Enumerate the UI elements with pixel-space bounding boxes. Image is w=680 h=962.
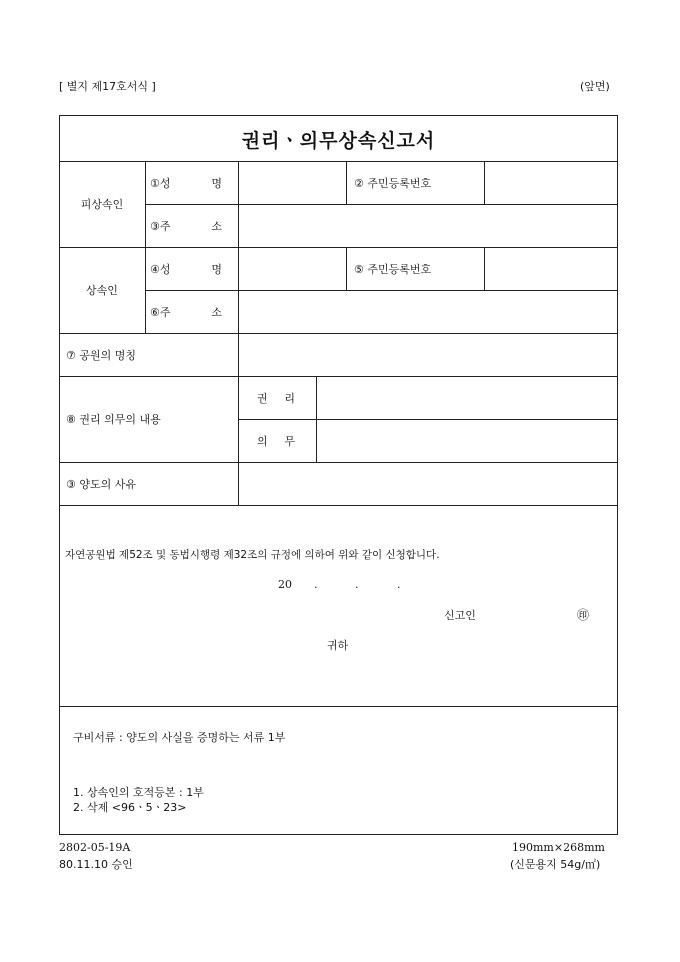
page-side-label: (앞면)	[580, 80, 610, 93]
rights-label-char-2: 리	[284, 391, 295, 405]
approval-date: 80.11.10 승인	[59, 858, 133, 871]
row-divider	[59, 706, 618, 707]
heir-address-field[interactable]	[239, 291, 617, 333]
duties-label-char-1: 의	[257, 434, 268, 448]
park-name-label: ⑦ 공원의 명칭	[66, 348, 136, 362]
declaration-statement: 자연공원법 제52조 및 동법시행령 제32조의 규정에 의하여 위와 같이 신청합니다.	[65, 549, 440, 561]
decedent-address-char: 소	[211, 219, 222, 233]
duties-label-char-2: 무	[284, 434, 295, 448]
duties-label	[257, 419, 295, 462]
heir-address-label	[150, 290, 222, 333]
transfer-reason-label: ③ 양도의 사유	[66, 477, 136, 491]
transfer-reason-field[interactable]	[239, 463, 617, 505]
date-dot-end: .	[397, 578, 401, 591]
applicant-label: 신고인	[444, 609, 476, 622]
required-documents: 구비서류 : 양도의 사실을 증명하는 서류 1부	[73, 731, 286, 744]
decedent-address-field[interactable]	[239, 205, 617, 247]
documents-note-2: 2. 삭제 <96ㆍ5ㆍ23>	[73, 801, 187, 814]
date-dot-day: .	[355, 578, 359, 591]
rights-duties-label: ⑧ 권리 의무의 내용	[66, 413, 161, 426]
seal-mark: ㊞	[577, 608, 590, 622]
decedent-name-field[interactable]	[239, 162, 346, 204]
paper-type: (신문용지 54g/㎡)	[510, 858, 601, 871]
heir-name-num: ④성	[150, 262, 171, 276]
decedent-address-label	[150, 204, 222, 247]
heir-id-label: ⑤ 주민등록번호	[354, 262, 432, 276]
paper-size: 190mm×268mm	[512, 841, 605, 854]
decedent-address-num: ③주	[150, 219, 171, 233]
form-code: 2802-05-19A	[59, 841, 131, 854]
addressee-label: 귀하	[327, 639, 349, 652]
heir-name-char: 명	[211, 262, 222, 276]
column-divider	[145, 161, 146, 333]
documents-note-1: 1. 상속인의 호적등본 : 1부	[73, 786, 204, 799]
duties-field[interactable]	[317, 420, 617, 462]
decedent-name-label	[150, 161, 222, 204]
form-title: 권리ㆍ의무상속신고서	[241, 129, 436, 152]
column-divider	[346, 247, 347, 290]
rights-label	[257, 376, 295, 419]
heir-address-num: ⑥주	[150, 305, 171, 319]
decedent-name-num: ①성	[150, 176, 171, 190]
heir-label: 상속인	[86, 284, 118, 297]
rights-label-char-1: 권	[257, 391, 268, 405]
rights-field[interactable]	[317, 377, 617, 419]
decedent-label: 피상속인	[80, 198, 124, 211]
decedent-id-field[interactable]	[485, 162, 617, 204]
row-divider	[59, 505, 618, 506]
decedent-id-label: ② 주민등록번호	[354, 176, 432, 190]
park-name-field[interactable]	[239, 334, 617, 376]
heir-id-field[interactable]	[485, 248, 617, 290]
date-dot-month: .	[314, 578, 318, 591]
date-year: 20	[278, 578, 292, 591]
heir-name-field[interactable]	[239, 248, 346, 290]
column-divider	[346, 161, 347, 204]
form-number: [ 별지 제17호서식 ]	[59, 80, 156, 93]
heir-address-char: 소	[211, 305, 222, 319]
decedent-name-char: 명	[211, 176, 222, 190]
heir-name-label	[150, 247, 222, 290]
